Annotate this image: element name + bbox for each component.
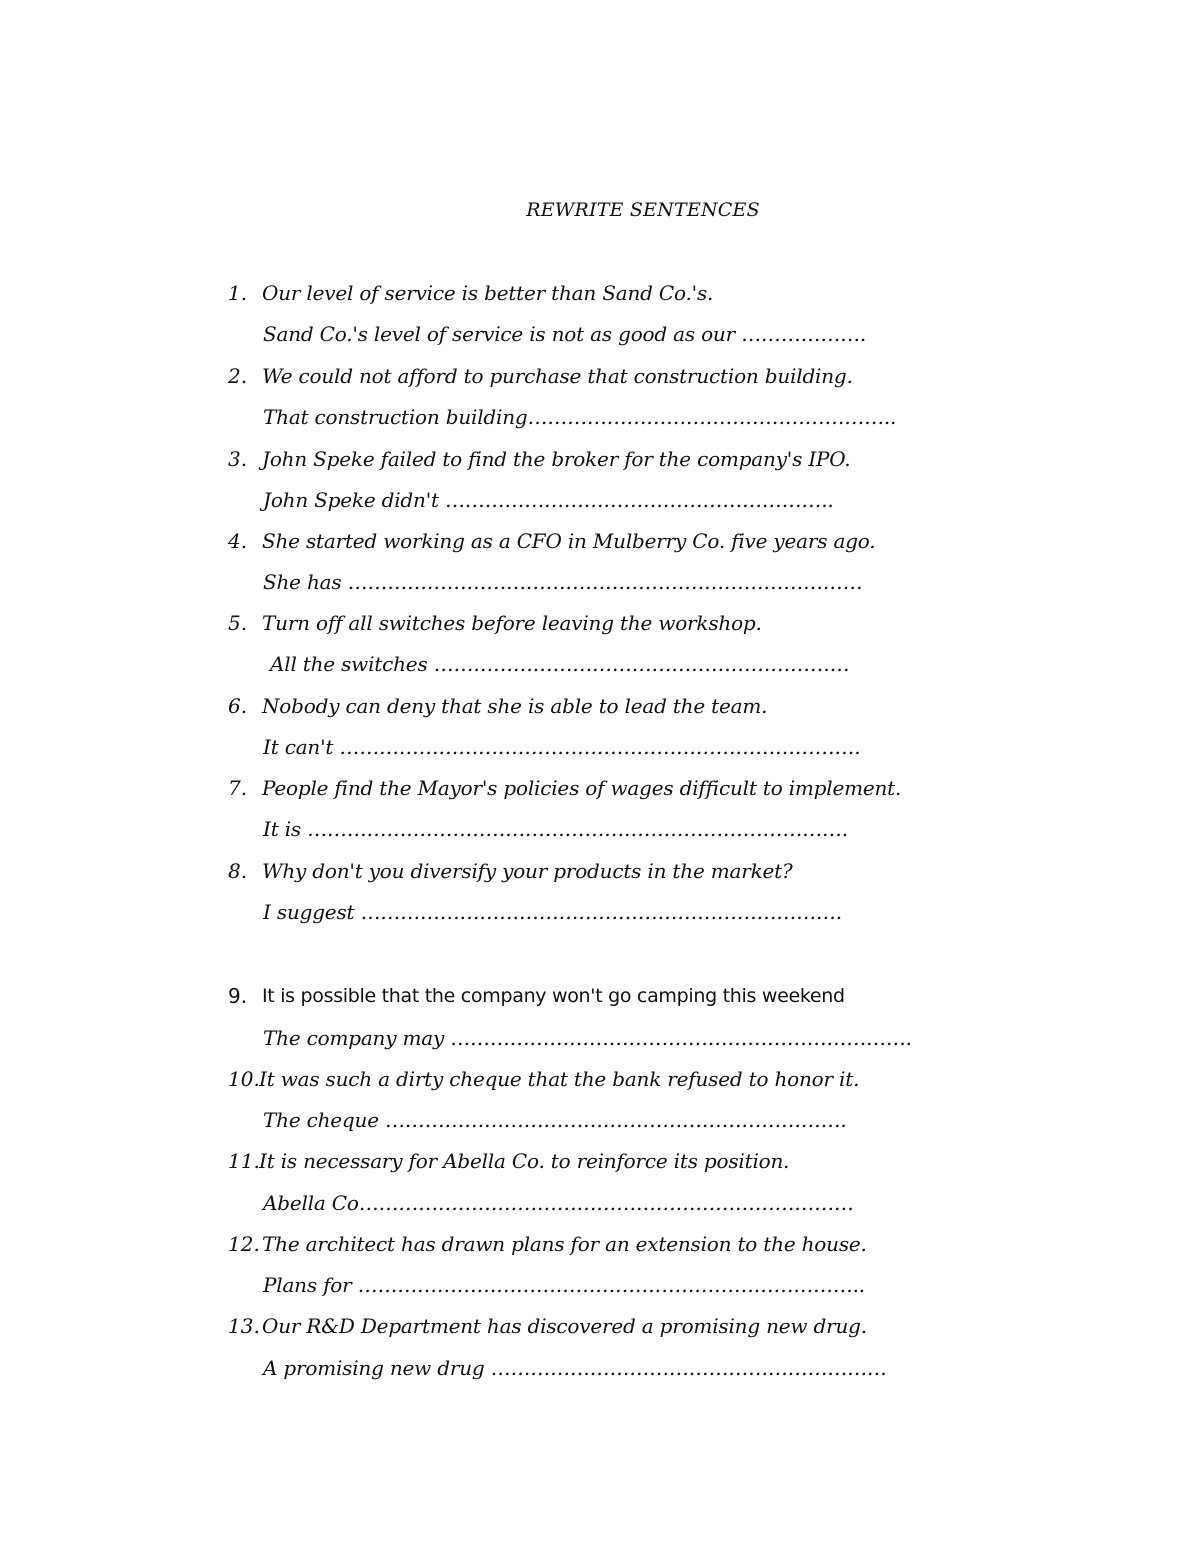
- item-prompt: Turn off all switches before leaving the workshop.: [262, 611, 762, 635]
- item-prompt: We could not afford to purchase that construction building.: [262, 364, 853, 388]
- item-prompt: The architect has drawn plans for an extension to the house.: [262, 1232, 867, 1256]
- item-number: 7.: [228, 776, 248, 800]
- item-answer-line: I suggest ……………………………………………………………….: [263, 900, 842, 924]
- item-prompt: Our R&D Department has discovered a promising new drug.: [262, 1314, 867, 1338]
- item-prompt: Nobody can deny that she is able to lead the team.: [262, 694, 768, 718]
- item-number: 9.: [228, 984, 248, 1008]
- item-number: 10.: [228, 1067, 260, 1091]
- item-number: 6.: [228, 694, 248, 718]
- item-answer-line: All the switches ………………………………………………………: [270, 652, 850, 676]
- item-prompt: People find the Mayor's policies of wages difficult to implement.: [262, 776, 902, 800]
- item-number: 3.: [228, 447, 248, 471]
- item-answer-line: John Speke didn't …………………………………………………..: [263, 488, 834, 512]
- item-prompt: John Speke failed to find the broker for the company's IPO.: [262, 447, 851, 471]
- item-prompt: It is necessary for Abella Co. to reinforce its position.: [259, 1149, 790, 1173]
- item-answer-line: She has ……………………………………………………………………: [263, 570, 863, 594]
- item-number: 1.: [228, 281, 248, 305]
- item-prompt: She started working as a CFO in Mulberry Co. five years ago.: [262, 529, 876, 553]
- item-prompt: It was such a dirty cheque that the bank refused to honor it.: [259, 1067, 860, 1091]
- item-prompt: Our level of service is better than Sand Co.'s.: [262, 281, 714, 305]
- page-title: REWRITE SENTENCES: [526, 199, 760, 221]
- item-answer-line: The cheque …………………………………………………………….: [263, 1108, 847, 1132]
- item-number: 2.: [228, 364, 248, 388]
- item-answer-line: It can't …………………………………………………………………….: [263, 735, 861, 759]
- item-number: 13.: [228, 1314, 260, 1338]
- item-answer-line: That construction building………………………………………………..: [263, 405, 897, 429]
- item-prompt: It is possible that the company won't go camping this weekend: [262, 985, 845, 1007]
- item-answer-line: Abella Co…………………………………………………………………: [263, 1191, 854, 1215]
- item-number: 5.: [228, 611, 248, 635]
- item-number: 12.: [228, 1232, 260, 1256]
- item-answer-line: The company may …………………………………………………………….: [263, 1026, 912, 1050]
- item-prompt: Why don't you diversify your products in the market?: [262, 859, 793, 883]
- item-answer-line: A promising new drug ……………………………………………………: [263, 1356, 887, 1380]
- item-number: 11.: [228, 1149, 260, 1173]
- item-answer-line: It is ……………………………………………………………………….: [263, 817, 848, 841]
- item-number: 8.: [228, 859, 248, 883]
- item-answer-line: Sand Co.'s level of service is not as good as our ……………….: [263, 322, 867, 346]
- item-number: 4.: [228, 529, 248, 553]
- item-answer-line: Plans for …………………………………………………………………..: [263, 1273, 865, 1297]
